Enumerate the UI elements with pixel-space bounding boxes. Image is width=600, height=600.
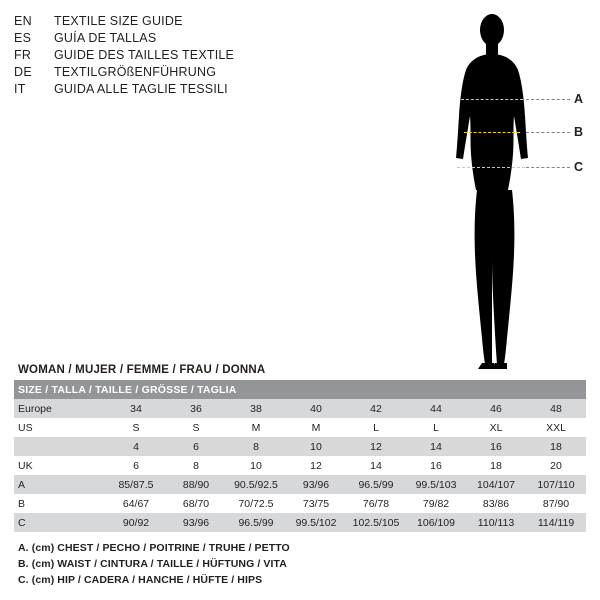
cell: 18 (466, 456, 526, 475)
row-label-us: US (14, 418, 106, 437)
measure-pointer-chest (526, 99, 570, 100)
cell: 90/92 (106, 513, 166, 532)
cell: 10 (226, 456, 286, 475)
female-body-figure (430, 8, 590, 378)
table-row (14, 456, 586, 475)
measure-pointer-hip (526, 167, 570, 168)
cell: 8 (226, 437, 286, 456)
measure-line-waist (464, 132, 520, 133)
note-chest: A. (cm) CHEST / PECHO / POITRINE / TRUHE / PETTO (18, 542, 290, 554)
cell: 107/110 (526, 475, 586, 494)
cell: 20 (526, 456, 586, 475)
table-row (14, 399, 586, 418)
table-row (14, 513, 586, 532)
measure-line-hip (457, 167, 525, 168)
cell: 68/70 (166, 494, 226, 513)
cell: 12 (286, 456, 346, 475)
cell: 73/75 (286, 494, 346, 513)
measure-label-a: A (574, 92, 584, 106)
cell: 93/96 (286, 475, 346, 494)
title-text-en: TEXTILE SIZE GUIDE (54, 14, 183, 28)
title-text-it: GUIDA ALLE TAGLIE TESSILI (54, 82, 228, 96)
cell: 14 (346, 456, 406, 475)
title-lang-en: EN (14, 14, 32, 28)
measure-pointer-waist (526, 132, 570, 133)
cell: L (346, 418, 406, 437)
cell: 93/96 (166, 513, 226, 532)
cell: M (286, 418, 346, 437)
cell: 114/119 (526, 513, 586, 532)
cell: 76/78 (346, 494, 406, 513)
title-text-de: TEXTILGRÖßENFÜHRUNG (54, 65, 217, 79)
title-row (14, 48, 294, 62)
cell: 16 (466, 437, 526, 456)
table-row (14, 418, 586, 437)
row-label-b: B (14, 494, 106, 513)
size-table-area (14, 362, 586, 532)
size-table (14, 380, 586, 532)
title-lang-es: ES (14, 31, 32, 45)
cell: 14 (406, 437, 466, 456)
cell: XXL (526, 418, 586, 437)
cell: L (406, 418, 466, 437)
row-label-a: A (14, 475, 106, 494)
row-label-us-numeric (14, 437, 106, 456)
cell: 6 (166, 437, 226, 456)
title-row (14, 65, 294, 79)
cell: 87/90 (526, 494, 586, 513)
row-label-c: C (14, 513, 106, 532)
row-label-uk: UK (14, 456, 106, 475)
cell: M (226, 418, 286, 437)
title-lang-de: DE (14, 65, 32, 79)
cell: 42 (346, 399, 406, 418)
cell: 46 (466, 399, 526, 418)
measurement-notes (18, 542, 578, 590)
table-row (14, 475, 586, 494)
cell: 8 (166, 456, 226, 475)
note-hip: C. (cm) HIP / CADERA / HANCHE / HÜFTE / HIPS (18, 574, 263, 586)
cell: 44 (406, 399, 466, 418)
measure-label-c: C (574, 160, 584, 174)
cell: 85/87.5 (106, 475, 166, 494)
cell: 64/67 (106, 494, 166, 513)
cell: S (106, 418, 166, 437)
cell: 6 (106, 456, 166, 475)
cell: 18 (526, 437, 586, 456)
female-silhouette-icon (430, 8, 590, 378)
cell: XL (466, 418, 526, 437)
table-row (14, 437, 586, 456)
cell: 106/109 (406, 513, 466, 532)
cell: 4 (106, 437, 166, 456)
cell: 16 (406, 456, 466, 475)
title-block (14, 14, 294, 99)
title-lang-it: IT (14, 82, 26, 96)
cell: S (166, 418, 226, 437)
table-header-label: SIZE / TALLA / TAILLE / GRÖSSE / TAGLIA (14, 380, 586, 399)
cell: 36 (166, 399, 226, 418)
table-group-title: WOMAN / MUJER / FEMME / FRAU / DONNA (18, 364, 266, 376)
title-row (14, 31, 294, 45)
cell: 99.5/103 (406, 475, 466, 494)
cell: 90.5/92.5 (226, 475, 286, 494)
measure-line-chest (461, 99, 523, 100)
cell: 10 (286, 437, 346, 456)
title-row (14, 14, 294, 28)
cell: 79/82 (406, 494, 466, 513)
cell: 104/107 (466, 475, 526, 494)
cell: 96.5/99 (346, 475, 406, 494)
cell: 40 (286, 399, 346, 418)
title-row (14, 82, 294, 96)
table-header-row (14, 380, 586, 399)
title-text-es: GUÍA DE TALLAS (54, 31, 157, 45)
cell: 34 (106, 399, 166, 418)
cell: 83/86 (466, 494, 526, 513)
title-lang-fr: FR (14, 48, 32, 62)
cell: 48 (526, 399, 586, 418)
cell: 70/72.5 (226, 494, 286, 513)
cell: 110/113 (466, 513, 526, 532)
table-row (14, 494, 586, 513)
cell: 96.5/99 (226, 513, 286, 532)
measure-label-b: B (574, 125, 584, 139)
cell: 99.5/102 (286, 513, 346, 532)
title-text-fr: GUIDE DES TAILLES TEXTILE (54, 48, 235, 62)
cell: 38 (226, 399, 286, 418)
cell: 88/90 (166, 475, 226, 494)
cell: 12 (346, 437, 406, 456)
cell: 102.5/105 (346, 513, 406, 532)
note-waist: B. (cm) WAIST / CINTURA / TAILLE / HÜFTUNG / VITA (18, 558, 287, 570)
row-label-europe: Europe (14, 399, 106, 418)
